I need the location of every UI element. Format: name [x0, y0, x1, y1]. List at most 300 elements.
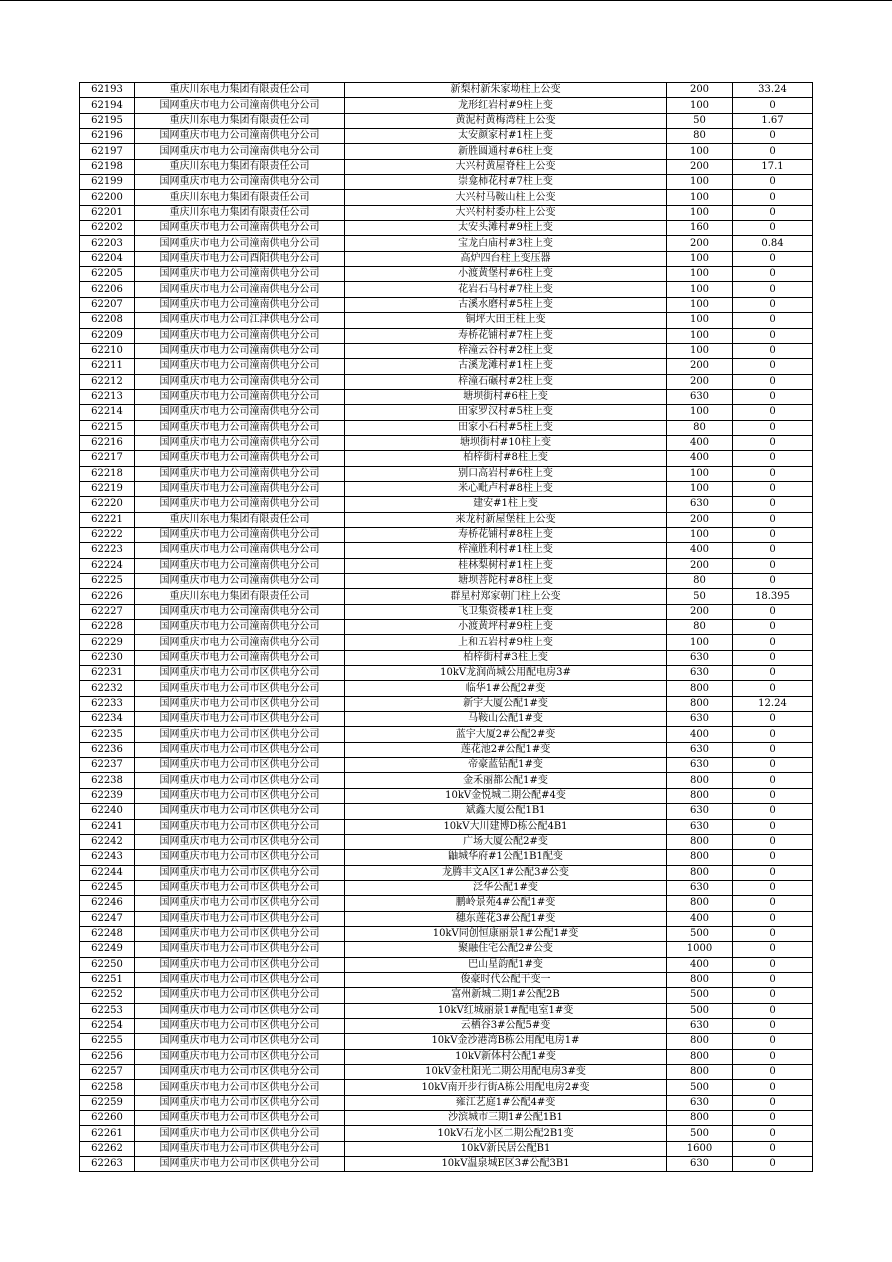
cell-id: 62217	[80, 451, 135, 466]
cell-value: 0	[733, 712, 813, 727]
cell-transformer-name: 龙形红岩村#9柱上变	[345, 98, 667, 113]
table-row	[80, 282, 813, 297]
cell-transformer-name: 桂林梨树村#1柱上变	[345, 558, 667, 573]
cell-id: 62193	[80, 83, 135, 98]
cell-transformer-name: 云栖谷3#公配5#变	[345, 1018, 667, 1033]
table-row	[80, 83, 813, 98]
cell-company: 国网重庆市电力公司潼南供电分公司	[135, 175, 345, 190]
cell-value: 0	[733, 420, 813, 435]
table-row	[80, 481, 813, 496]
table-row	[80, 466, 813, 481]
cell-capacity: 400	[667, 451, 733, 466]
cell-value: 0	[733, 466, 813, 481]
cell-transformer-name: 花岩石马村#7柱上变	[345, 282, 667, 297]
cell-transformer-name: 10kV新民居公配B1	[345, 1141, 667, 1156]
table-row	[80, 497, 813, 512]
cell-capacity: 400	[667, 435, 733, 450]
cell-id: 62247	[80, 911, 135, 926]
cell-transformer-name: 群星村郑家朝门柱上公变	[345, 589, 667, 604]
cell-value: 0	[733, 788, 813, 803]
cell-id: 62229	[80, 635, 135, 650]
cell-transformer-name: 金禾丽都公配1#变	[345, 773, 667, 788]
cell-company: 国网重庆市电力公司市区供电分公司	[135, 1080, 345, 1095]
cell-transformer-name: 小渡黄坪村#9柱上变	[345, 620, 667, 635]
cell-capacity: 800	[667, 972, 733, 987]
cell-capacity: 630	[667, 1095, 733, 1110]
cell-transformer-name: 梓潼石碾村#2柱上变	[345, 374, 667, 389]
cell-transformer-name: 10kV温泉城E区3#公配3B1	[345, 1157, 667, 1172]
cell-id: 62219	[80, 481, 135, 496]
table-row	[80, 696, 813, 711]
cell-value: 0	[733, 880, 813, 895]
cell-id: 62228	[80, 620, 135, 635]
cell-company: 国网重庆市电力公司市区供电分公司	[135, 972, 345, 987]
cell-id: 62194	[80, 98, 135, 113]
cell-transformer-name: 鹏岭景苑4#公配1#变	[345, 896, 667, 911]
cell-id: 62216	[80, 435, 135, 450]
cell-capacity: 100	[667, 466, 733, 481]
cell-capacity: 500	[667, 926, 733, 941]
table-row	[80, 313, 813, 328]
cell-value: 0	[733, 620, 813, 635]
table-row	[80, 543, 813, 558]
cell-value: 0	[733, 481, 813, 496]
cell-capacity: 100	[667, 481, 733, 496]
cell-company: 国网重庆市电力公司潼南供电分公司	[135, 635, 345, 650]
cell-value: 0.84	[733, 236, 813, 251]
cell-id: 62262	[80, 1141, 135, 1156]
cell-id: 62263	[80, 1157, 135, 1172]
cell-transformer-name: 小渡黄堡村#6柱上变	[345, 267, 667, 282]
cell-value: 0	[733, 942, 813, 957]
cell-capacity: 100	[667, 328, 733, 343]
cell-capacity: 200	[667, 512, 733, 527]
cell-value: 0	[733, 558, 813, 573]
cell-id: 62200	[80, 190, 135, 205]
cell-transformer-name: 田家小石村#5柱上变	[345, 420, 667, 435]
cell-capacity: 100	[667, 343, 733, 358]
cell-company: 国网重庆市电力公司市区供电分公司	[135, 1049, 345, 1064]
cell-transformer-name: 10kV同创恒康丽景1#公配1#变	[345, 926, 667, 941]
cell-id: 62198	[80, 159, 135, 174]
cell-value: 0	[733, 804, 813, 819]
cell-capacity: 200	[667, 558, 733, 573]
cell-capacity: 1000	[667, 942, 733, 957]
table-row	[80, 589, 813, 604]
table-row	[80, 1157, 813, 1172]
cell-capacity: 500	[667, 1003, 733, 1018]
table-row	[80, 1111, 813, 1126]
cell-id: 62231	[80, 666, 135, 681]
cell-company: 国网重庆市电力公司市区供电分公司	[135, 773, 345, 788]
cell-capacity: 100	[667, 313, 733, 328]
cell-capacity: 500	[667, 1080, 733, 1095]
cell-capacity: 80	[667, 129, 733, 144]
cell-capacity: 100	[667, 175, 733, 190]
cell-transformer-name: 飞卫集资楼#1柱上变	[345, 604, 667, 619]
transformer-table	[79, 82, 813, 1172]
table-row	[80, 1065, 813, 1080]
cell-id: 62215	[80, 420, 135, 435]
cell-transformer-name: 新宇大厦公配1#变	[345, 696, 667, 711]
cell-transformer-name: 10kV金沙港湾B栋公用配电房1#	[345, 1034, 667, 1049]
cell-value: 17.1	[733, 159, 813, 174]
cell-company: 国网重庆市电力公司潼南供电分公司	[135, 221, 345, 236]
cell-id: 62226	[80, 589, 135, 604]
cell-capacity: 800	[667, 1111, 733, 1126]
cell-id: 62260	[80, 1111, 135, 1126]
table-row	[80, 758, 813, 773]
cell-company: 国网重庆市电力公司潼南供电分公司	[135, 374, 345, 389]
cell-capacity: 800	[667, 1034, 733, 1049]
cell-id: 62246	[80, 896, 135, 911]
table-row	[80, 1126, 813, 1141]
cell-capacity: 200	[667, 159, 733, 174]
cell-transformer-name: 马鞍山公配1#变	[345, 712, 667, 727]
cell-transformer-name: 聚融住宅公配2#公变	[345, 942, 667, 957]
table-row	[80, 527, 813, 542]
cell-id: 62240	[80, 804, 135, 819]
table-row	[80, 865, 813, 880]
cell-capacity: 100	[667, 282, 733, 297]
cell-id: 62253	[80, 1003, 135, 1018]
cell-value: 0	[733, 972, 813, 987]
cell-transformer-name: 斌鑫大厦公配1B1	[345, 804, 667, 819]
cell-transformer-name: 高炉四台柱上变压器	[345, 251, 667, 266]
cell-capacity: 800	[667, 696, 733, 711]
cell-id: 62203	[80, 236, 135, 251]
cell-company: 国网重庆市电力公司潼南供电分公司	[135, 435, 345, 450]
cell-company: 国网重庆市电力公司潼南供电分公司	[135, 297, 345, 312]
cell-value: 0	[733, 666, 813, 681]
cell-value: 0	[733, 758, 813, 773]
cell-company: 重庆川东电力集团有限责任公司	[135, 589, 345, 604]
cell-company: 国网重庆市电力公司潼南供电分公司	[135, 144, 345, 159]
table-row	[80, 1141, 813, 1156]
cell-value: 33.24	[733, 83, 813, 98]
cell-capacity: 100	[667, 635, 733, 650]
table-row	[80, 251, 813, 266]
cell-transformer-name: 10kV南开步行街A栋公用配电房2#变	[345, 1080, 667, 1095]
cell-company: 重庆川东电力集团有限责任公司	[135, 83, 345, 98]
cell-capacity: 100	[667, 267, 733, 282]
cell-capacity: 100	[667, 405, 733, 420]
cell-value: 0	[733, 1034, 813, 1049]
cell-value: 0	[733, 988, 813, 1003]
cell-transformer-name: 10kV龙润尚城公用配电房3#	[345, 666, 667, 681]
cell-company: 国网重庆市电力公司潼南供电分公司	[135, 359, 345, 374]
cell-id: 62245	[80, 880, 135, 895]
cell-id: 62241	[80, 819, 135, 834]
cell-capacity: 200	[667, 236, 733, 251]
cell-transformer-name: 10kV红城丽景1#配电室1#变	[345, 1003, 667, 1018]
cell-value: 0	[733, 435, 813, 450]
cell-company: 国网重庆市电力公司市区供电分公司	[135, 1018, 345, 1033]
cell-capacity: 630	[667, 758, 733, 773]
cell-id: 62224	[80, 558, 135, 573]
cell-company: 国网重庆市电力公司市区供电分公司	[135, 911, 345, 926]
cell-company: 国网重庆市电力公司市区供电分公司	[135, 758, 345, 773]
cell-company: 国网重庆市电力公司市区供电分公司	[135, 742, 345, 757]
cell-capacity: 400	[667, 911, 733, 926]
cell-transformer-name: 10kV石龙小区二期公配2B1变	[345, 1126, 667, 1141]
cell-company: 国网重庆市电力公司市区供电分公司	[135, 1095, 345, 1110]
cell-company: 重庆川东电力集团有限责任公司	[135, 159, 345, 174]
cell-capacity: 800	[667, 865, 733, 880]
cell-value: 0	[733, 451, 813, 466]
cell-transformer-name: 富州新城二期1#公配2B	[345, 988, 667, 1003]
cell-company: 重庆川东电力集团有限责任公司	[135, 512, 345, 527]
table-row	[80, 804, 813, 819]
table-row	[80, 1003, 813, 1018]
table-row	[80, 297, 813, 312]
table-row	[80, 1095, 813, 1110]
cell-id: 62220	[80, 497, 135, 512]
cell-capacity: 1600	[667, 1141, 733, 1156]
cell-company: 国网重庆市电力公司潼南供电分公司	[135, 328, 345, 343]
table-row	[80, 574, 813, 589]
cell-company: 国网重庆市电力公司潼南供电分公司	[135, 420, 345, 435]
top-border-line	[0, 0, 892, 1]
cell-value: 0	[733, 175, 813, 190]
cell-transformer-name: 柏梓街村#8柱上变	[345, 451, 667, 466]
cell-transformer-name: 莲花池2#公配1#变	[345, 742, 667, 757]
cell-value: 0	[733, 374, 813, 389]
cell-id: 62225	[80, 574, 135, 589]
cell-capacity: 400	[667, 543, 733, 558]
cell-company: 国网重庆市电力公司潼南供电分公司	[135, 129, 345, 144]
cell-company: 国网重庆市电力公司市区供电分公司	[135, 896, 345, 911]
cell-company: 国网重庆市电力公司市区供电分公司	[135, 1065, 345, 1080]
cell-value: 0	[733, 328, 813, 343]
cell-transformer-name: 建安#1柱上变	[345, 497, 667, 512]
cell-transformer-name: 上和五岩村#9柱上变	[345, 635, 667, 650]
cell-value: 0	[733, 834, 813, 849]
cell-company: 国网重庆市电力公司市区供电分公司	[135, 819, 345, 834]
cell-company: 国网重庆市电力公司市区供电分公司	[135, 942, 345, 957]
cell-company: 国网重庆市电力公司潼南供电分公司	[135, 543, 345, 558]
cell-transformer-name: 铜坪大田王柱上变	[345, 313, 667, 328]
cell-capacity: 80	[667, 420, 733, 435]
table-row	[80, 650, 813, 665]
table-row	[80, 190, 813, 205]
cell-transformer-name: 10kV金杜阳光二期公用配电房3#变	[345, 1065, 667, 1080]
cell-capacity: 630	[667, 880, 733, 895]
cell-id: 62197	[80, 144, 135, 159]
table-row	[80, 666, 813, 681]
cell-value: 0	[733, 681, 813, 696]
table-row	[80, 957, 813, 972]
cell-transformer-name: 临华1#公配2#变	[345, 681, 667, 696]
cell-id: 62258	[80, 1080, 135, 1095]
table-row	[80, 972, 813, 987]
cell-capacity: 800	[667, 1065, 733, 1080]
cell-company: 国网重庆市电力公司潼南供电分公司	[135, 497, 345, 512]
cell-transformer-name: 大兴村黄屋脊柱上公变	[345, 159, 667, 174]
table-row	[80, 512, 813, 527]
table-row	[80, 1034, 813, 1049]
table-row	[80, 880, 813, 895]
table-row	[80, 144, 813, 159]
cell-company: 国网重庆市电力公司潼南供电分公司	[135, 389, 345, 404]
cell-company: 国网重庆市电力公司江津供电分公司	[135, 313, 345, 328]
cell-id: 62206	[80, 282, 135, 297]
cell-capacity: 100	[667, 205, 733, 220]
cell-capacity: 100	[667, 297, 733, 312]
cell-transformer-name: 沙滨城市三期1#公配1B1	[345, 1111, 667, 1126]
cell-value: 0	[733, 251, 813, 266]
cell-capacity: 800	[667, 834, 733, 849]
table-row	[80, 896, 813, 911]
cell-value: 0	[733, 1126, 813, 1141]
cell-id: 62236	[80, 742, 135, 757]
cell-value: 0	[733, 267, 813, 282]
cell-capacity: 630	[667, 497, 733, 512]
cell-transformer-name: 雍江艺庭1#公配4#变	[345, 1095, 667, 1110]
cell-company: 国网重庆市电力公司市区供电分公司	[135, 1034, 345, 1049]
cell-company: 国网重庆市电力公司市区供电分公司	[135, 681, 345, 696]
cell-company: 国网重庆市电力公司市区供电分公司	[135, 880, 345, 895]
table-row	[80, 405, 813, 420]
cell-capacity: 630	[667, 650, 733, 665]
cell-id: 62227	[80, 604, 135, 619]
cell-id: 62205	[80, 267, 135, 282]
cell-transformer-name: 来龙村新屋堡柱上公变	[345, 512, 667, 527]
table-row	[80, 98, 813, 113]
cell-transformer-name: 崇龛柿花村#7柱上变	[345, 175, 667, 190]
table-row	[80, 374, 813, 389]
cell-id: 62213	[80, 389, 135, 404]
cell-company: 国网重庆市电力公司潼南供电分公司	[135, 267, 345, 282]
cell-company: 国网重庆市电力公司市区供电分公司	[135, 788, 345, 803]
cell-transformer-name: 梓潼胜利村#1柱上变	[345, 543, 667, 558]
cell-value: 0	[733, 896, 813, 911]
cell-value: 0	[733, 1095, 813, 1110]
cell-company: 国网重庆市电力公司潼南供电分公司	[135, 236, 345, 251]
cell-company: 国网重庆市电力公司酉阳供电分公司	[135, 251, 345, 266]
cell-value: 0	[733, 1065, 813, 1080]
cell-id: 62235	[80, 727, 135, 742]
cell-transformer-name: 塘坝街村#10柱上变	[345, 435, 667, 450]
cell-id: 62239	[80, 788, 135, 803]
cell-value: 18.395	[733, 589, 813, 604]
cell-company: 国网重庆市电力公司市区供电分公司	[135, 666, 345, 681]
cell-id: 62244	[80, 865, 135, 880]
cell-id: 62230	[80, 650, 135, 665]
table-row	[80, 1018, 813, 1033]
cell-value: 0	[733, 773, 813, 788]
table-row	[80, 988, 813, 1003]
cell-value: 0	[733, 497, 813, 512]
cell-value: 0	[733, 144, 813, 159]
cell-transformer-name: 巴山星韵配1#变	[345, 957, 667, 972]
cell-value: 0	[733, 819, 813, 834]
table-row	[80, 113, 813, 128]
table-row	[80, 620, 813, 635]
cell-value: 0	[733, 297, 813, 312]
cell-id: 62202	[80, 221, 135, 236]
cell-id: 62251	[80, 972, 135, 987]
cell-id: 62250	[80, 957, 135, 972]
cell-id: 62199	[80, 175, 135, 190]
cell-capacity: 100	[667, 190, 733, 205]
cell-id: 62255	[80, 1034, 135, 1049]
table-row	[80, 926, 813, 941]
table-row	[80, 236, 813, 251]
cell-capacity: 630	[667, 389, 733, 404]
cell-id: 62210	[80, 343, 135, 358]
cell-company: 国网重庆市电力公司市区供电分公司	[135, 957, 345, 972]
cell-value: 0	[733, 1157, 813, 1172]
cell-capacity: 800	[667, 850, 733, 865]
cell-value: 0	[733, 205, 813, 220]
table-row	[80, 942, 813, 957]
table-row	[80, 435, 813, 450]
cell-capacity: 160	[667, 221, 733, 236]
cell-transformer-name: 寿桥花铺村#7柱上变	[345, 328, 667, 343]
cell-value: 0	[733, 129, 813, 144]
cell-id: 62196	[80, 129, 135, 144]
cell-transformer-name: 太安颜家村#1柱上变	[345, 129, 667, 144]
cell-id: 62222	[80, 527, 135, 542]
cell-value: 0	[733, 1111, 813, 1126]
cell-id: 62233	[80, 696, 135, 711]
cell-capacity: 100	[667, 527, 733, 542]
cell-id: 62261	[80, 1126, 135, 1141]
cell-transformer-name: 米心毗卢村#8柱上变	[345, 481, 667, 496]
cell-transformer-name: 塘坝菩陀村#8柱上变	[345, 574, 667, 589]
cell-id: 62208	[80, 313, 135, 328]
cell-id: 62252	[80, 988, 135, 1003]
cell-value: 0	[733, 98, 813, 113]
cell-value: 0	[733, 650, 813, 665]
table-row	[80, 175, 813, 190]
cell-value: 0	[733, 1049, 813, 1064]
cell-capacity: 800	[667, 681, 733, 696]
cell-transformer-name: 10kV大川建博D栋公配4B1	[345, 819, 667, 834]
cell-value: 0	[733, 865, 813, 880]
cell-company: 重庆川东电力集团有限责任公司	[135, 113, 345, 128]
table-row	[80, 420, 813, 435]
cell-company: 国网重庆市电力公司潼南供电分公司	[135, 98, 345, 113]
cell-transformer-name: 新胜圆通村#6柱上变	[345, 144, 667, 159]
cell-transformer-name: 柏梓街村#3柱上变	[345, 650, 667, 665]
cell-transformer-name: 太安头滩村#9柱上变	[345, 221, 667, 236]
cell-value: 0	[733, 221, 813, 236]
cell-id: 62259	[80, 1095, 135, 1110]
cell-capacity: 800	[667, 896, 733, 911]
cell-id: 62257	[80, 1065, 135, 1080]
cell-value: 12.24	[733, 696, 813, 711]
cell-company: 国网重庆市电力公司市区供电分公司	[135, 804, 345, 819]
table-row	[80, 129, 813, 144]
table-row	[80, 343, 813, 358]
cell-company: 国网重庆市电力公司潼南供电分公司	[135, 574, 345, 589]
cell-id: 62248	[80, 926, 135, 941]
cell-transformer-name: 寿桥花铺村#8柱上变	[345, 527, 667, 542]
table-row	[80, 451, 813, 466]
cell-id: 62243	[80, 850, 135, 865]
cell-company: 国网重庆市电力公司市区供电分公司	[135, 1141, 345, 1156]
cell-transformer-name: 大兴村马鞍山柱上公变	[345, 190, 667, 205]
cell-capacity: 200	[667, 359, 733, 374]
cell-company: 重庆川东电力集团有限责任公司	[135, 205, 345, 220]
cell-id: 62234	[80, 712, 135, 727]
cell-transformer-name: 鼬城华府#1公配1B1配变	[345, 850, 667, 865]
cell-transformer-name: 俊豪时代公配干变一	[345, 972, 667, 987]
table-row	[80, 267, 813, 282]
table-row	[80, 681, 813, 696]
